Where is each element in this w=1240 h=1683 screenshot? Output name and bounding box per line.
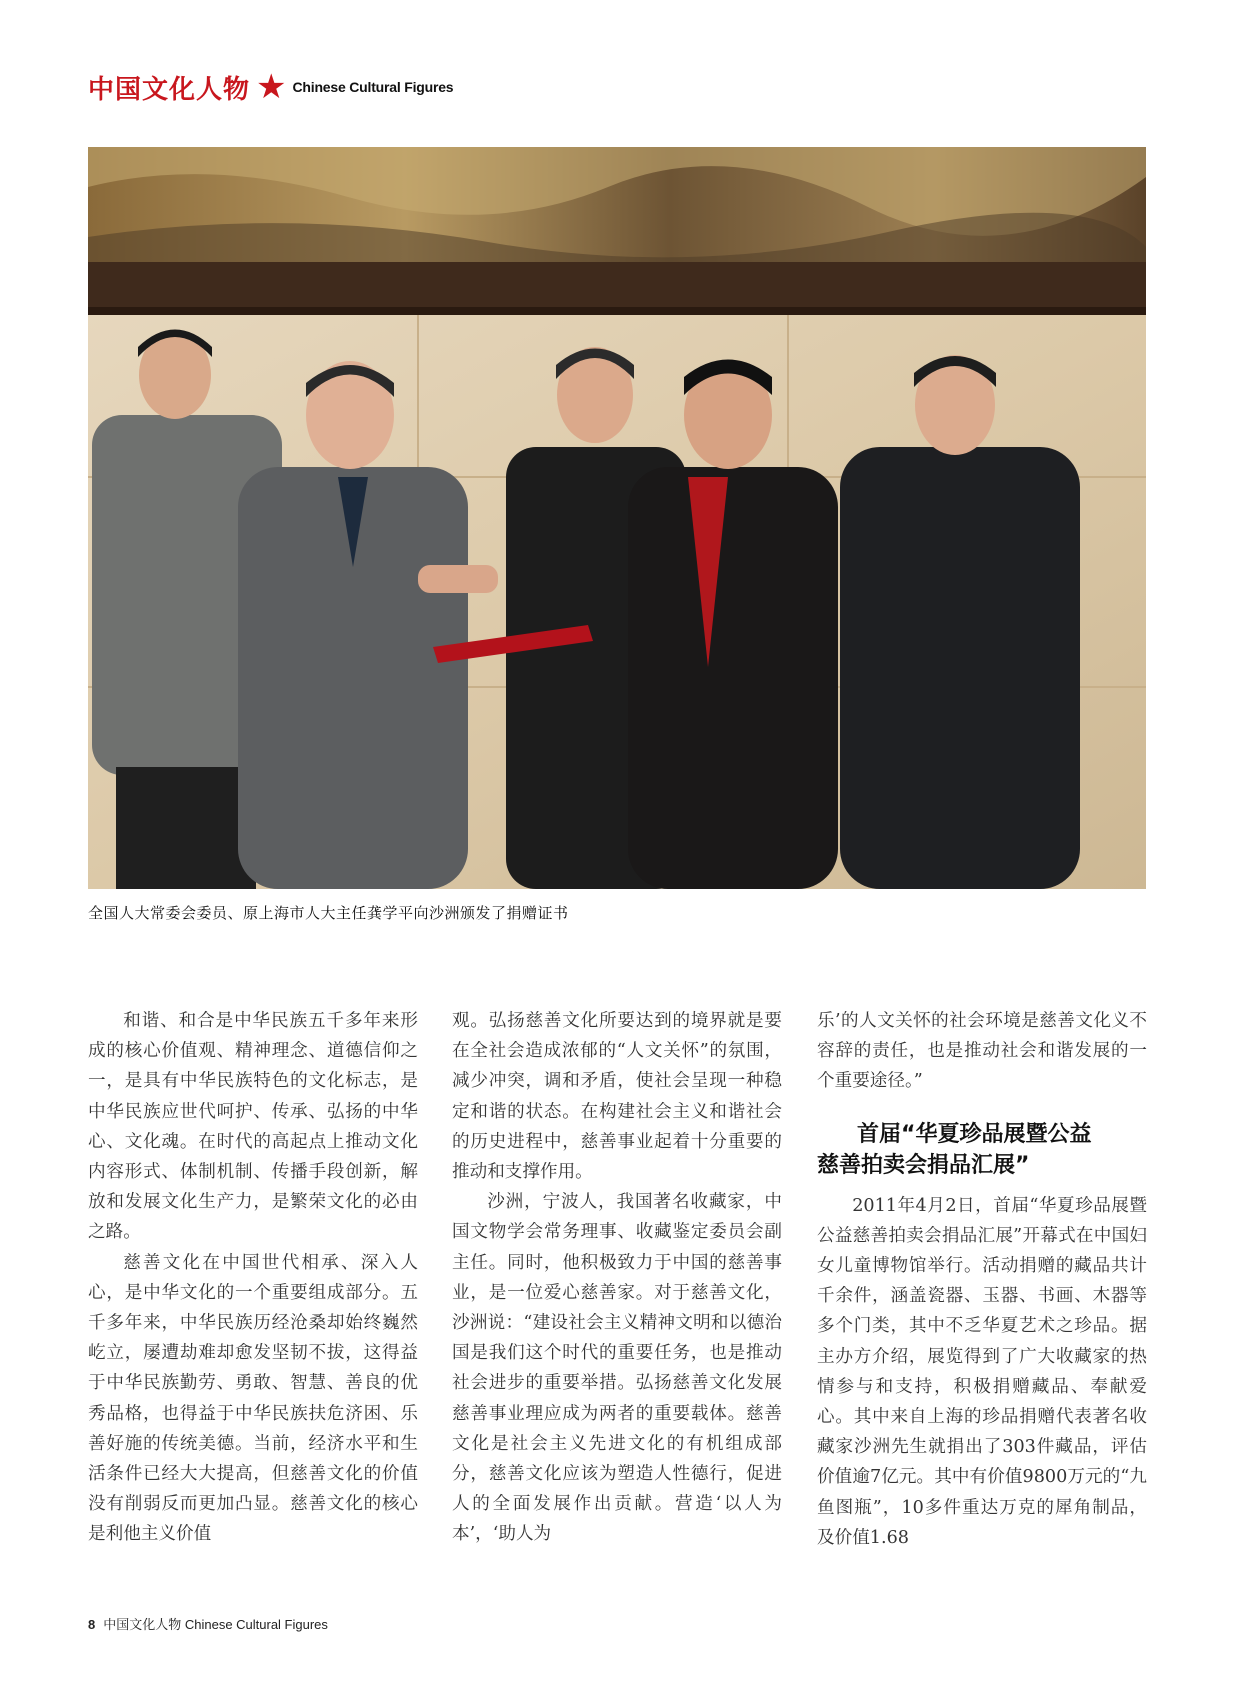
page-number: 8 bbox=[88, 1617, 96, 1632]
article-column-3 bbox=[817, 1006, 1147, 1553]
footer-title: 中国文化人物 Chinese Cultural Figures bbox=[103, 1617, 328, 1632]
star-icon: ★ bbox=[256, 67, 287, 107]
paragraph: 慈善文化在中国世代相承、深入人心，是中华文化的一个重要组成部分。五千多年来，中华民族历经沧桑却始终巍然屹立，屡遭劫难却愈发坚韧不拔，这得益于中华民族勤劳、勇敢、智慧、善良的优秀品格，也得益于中华民族扶危济困、乐善好施的传统美德。当前，经济水平和生活条件已经大大提高，但慈善文化的价值没有削弱反而更加凸显。慈善文化的核心是利他主义价值 bbox=[88, 1252, 418, 1545]
section-heading-line-1: 首届“华夏珍品展暨公益 bbox=[857, 1121, 1092, 1147]
paragraph: 观。弘扬慈善文化所要达到的境界就是要在全社会造成浓郁的“人文关怀”的氛围，减少冲突，调和矛盾，使社会呈现一种稳定和谐的状态。在构建社会主义和谐社会的历史进程中，慈善事业起着十分重要的推动和支撑作用。 bbox=[452, 1011, 782, 1183]
photo-caption: 全国人大常委会委员、原上海市人大主任龚学平向沙洲颁发了捐赠证书 bbox=[88, 904, 569, 922]
page-footer bbox=[88, 1614, 328, 1633]
paragraph: 和谐、和合是中华民族五千多年来形成的核心价值观、精神理念、道德信仰之一，是具有中华民族特色的文化标志，是中华民族应世代呵护、传承、弘扬的中华心、文化魂。在时代的高起点上推动文化内容形式、体制机制、传播手段创新，解放和发展文化生产力，是繁荣文化的必由之路。 bbox=[88, 1011, 418, 1243]
magazine-header bbox=[88, 67, 454, 107]
paragraph: 2011年4月2日，首届“华夏珍品展暨公益慈善拍卖会捐品汇展”开幕式在中国妇女儿童博物馆举行。活动捐赠的藏品共计千余件，涵盖瓷器、玉器、书画、木器等多个门类，其中不乏华夏艺术之珍品。据主办方介绍，展览得到了广大收藏家的热情参与和支持，积极捐赠藏品、奉献爱心。其中来自上海的珍品捐赠代表著名收藏家沙洲先生就捐出了303件藏品，评估价值逾7亿元。其中有价值9800万元的“九鱼图瓶”，10多件重达万克的犀角制品，及价值1.68 bbox=[817, 1195, 1147, 1548]
brand-english: Chinese Cultural Figures bbox=[292, 79, 454, 95]
section-heading bbox=[817, 1119, 1147, 1181]
paragraph: 乐’的人文关怀的社会环境是慈善文化义不容辞的责任，也是推动社会和谐发展的一个重要途径。” bbox=[817, 1011, 1147, 1092]
paragraph: 沙洲，宁波人，我国著名收藏家，中国文物学会常务理事、收藏鉴定委员会副主任。同时，他积极致力于中国的慈善事业，是一位爱心慈善家。对于慈善文化，沙洲说：“建设社会主义精神文明和以德治国是我们这个时代的重要任务，也是推动社会进步的重要举措。弘扬慈善文化发展慈善事业理应成为两者的重要载体。慈善文化是社会主义先进文化的有机组成部分，慈善文化应该为塑造人性德行，促进人的全面发展作出贡献。营造‘以人为本’，‘助人为 bbox=[452, 1192, 782, 1545]
photo-illustration bbox=[88, 147, 1146, 889]
article-column-1 bbox=[88, 1006, 418, 1550]
ceremony-photo bbox=[88, 147, 1146, 889]
section-heading-line-2: 慈善拍卖会捐品汇展” bbox=[817, 1152, 1030, 1178]
article-column-2 bbox=[452, 1006, 782, 1550]
brand-chinese: 中国文化人物 bbox=[88, 74, 251, 105]
